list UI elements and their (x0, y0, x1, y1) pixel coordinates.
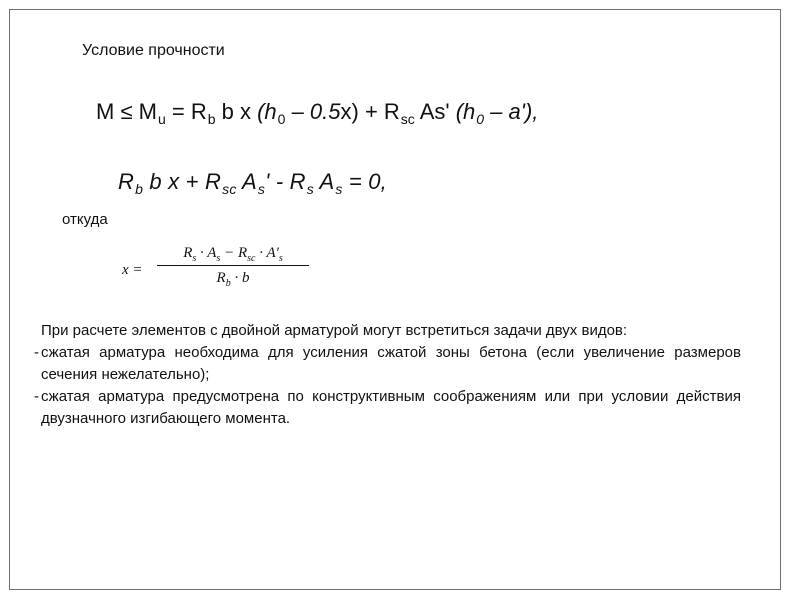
formula-text: = 0, (342, 169, 387, 194)
formula-text: – a'), (484, 99, 539, 124)
fraction-text: · b (230, 270, 250, 286)
formula-subscript: b (207, 111, 216, 127)
fraction-bar (157, 265, 309, 266)
bullet-item: - сжатая арматура предусмотрена по конструктивным соображениям или при условии действия двузначного изгибающего момента. (34, 386, 741, 430)
strength-formula (96, 99, 538, 127)
formula-subscript: u (157, 111, 166, 127)
formula-text: M ≤ M (96, 99, 157, 124)
fraction-text: · A (196, 245, 217, 261)
formula-subscript: s (257, 181, 266, 197)
formula-text: – 0.5 (285, 99, 341, 124)
formula-text: As' (414, 99, 456, 124)
fraction-text: · A′ (255, 245, 279, 261)
formula-text: x) + R (340, 99, 400, 124)
fraction (157, 244, 309, 289)
fraction-text: R (183, 245, 193, 261)
formula-text: b x + R (143, 169, 222, 194)
formula-text: b x (215, 99, 258, 124)
fraction-lhs: x = (122, 262, 143, 278)
formula-subscript: s (335, 181, 343, 197)
slide-frame (9, 9, 781, 590)
formula-text: (h (455, 99, 476, 124)
equilibrium-formula (118, 169, 387, 197)
formula-text: A (236, 169, 257, 194)
body-text (34, 320, 741, 430)
formula-text: A (313, 169, 335, 194)
formula-text: (h (257, 99, 277, 124)
bullet-item: - сжатая арматура необходима для усиления сжатой зоны бетона (если увеличение размеров сечения нежелательно); (34, 342, 741, 386)
fraction-numerator (157, 244, 309, 264)
fraction-subscript: s (192, 253, 197, 264)
fraction-text: − R (220, 245, 248, 261)
fraction-subscript: b (225, 278, 231, 289)
formula-subscript: 0 (277, 111, 286, 127)
otkuda-label: откуда (62, 211, 108, 228)
intro-paragraph: При расчете элементов с двойной арматурой могут встретиться задачи двух видов: (41, 322, 628, 339)
formula-subscript: b (135, 181, 144, 197)
formula-text: R (118, 169, 135, 194)
formula-subscript: sc (222, 181, 237, 197)
slide-heading: Условие прочности (82, 42, 225, 59)
fraction-text: R (216, 270, 226, 286)
fraction-subscript: s (216, 253, 221, 264)
fraction-subscript: sc (247, 253, 256, 264)
formula-subscript: s (306, 181, 314, 197)
fraction-formula (122, 238, 312, 300)
formula-text: = R (165, 99, 207, 124)
formula-text: ' - R (265, 169, 306, 194)
fraction-subscript: s (278, 253, 283, 264)
fraction-denominator (157, 269, 309, 289)
formula-subscript: sc (400, 111, 415, 127)
formula-subscript: 0 (476, 111, 485, 127)
